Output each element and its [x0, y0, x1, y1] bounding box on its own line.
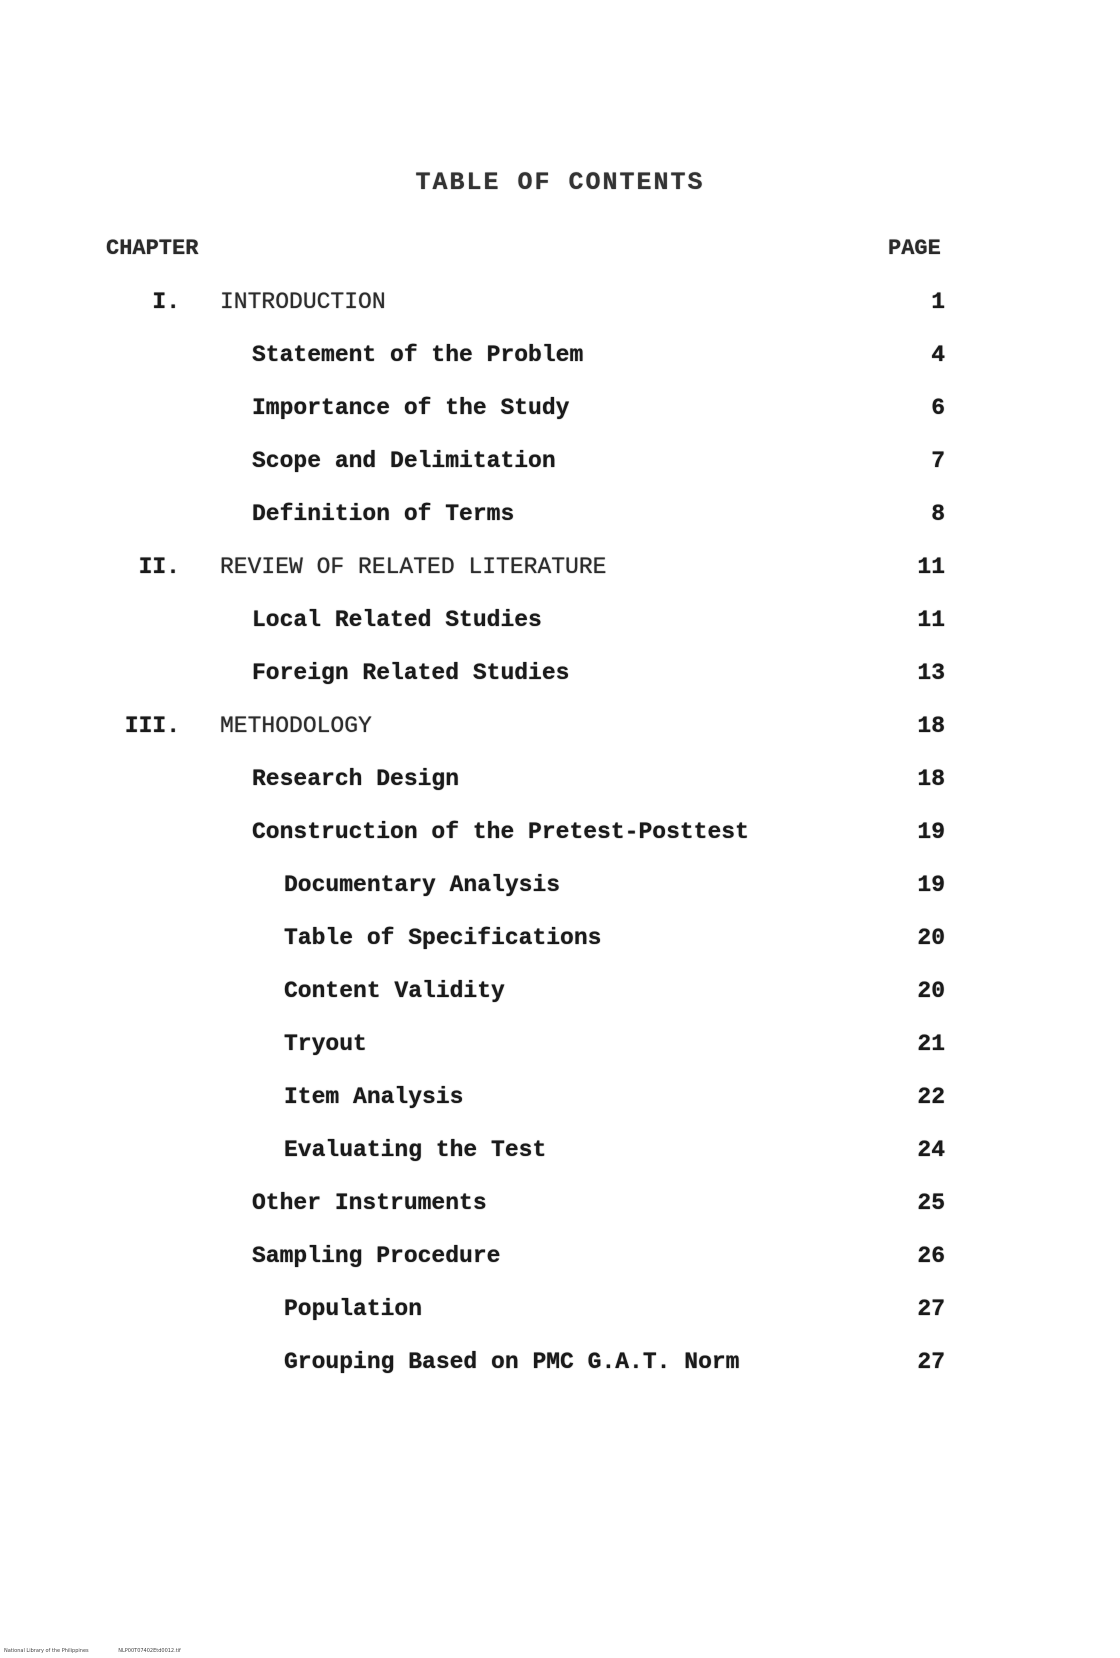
toc-entry-label: Research Design: [252, 766, 460, 792]
toc-entry-row: [0, 866, 1120, 919]
toc-page-number: 27: [917, 1349, 945, 1375]
toc-page-number: 11: [917, 607, 945, 633]
toc-entry-label: Item Analysis: [284, 1084, 464, 1110]
toc-entry-row: [0, 601, 1120, 654]
toc-chapter-row: [0, 548, 1120, 601]
toc-entry-row: [0, 336, 1120, 389]
toc-entry-label: Other Instruments: [252, 1190, 487, 1216]
toc-page-number: 20: [917, 978, 945, 1004]
toc-entry-row: [0, 1131, 1120, 1184]
toc-page-number: 21: [917, 1031, 945, 1057]
toc-entry-row: [0, 813, 1120, 866]
toc-chapter-row: [0, 707, 1120, 760]
toc-chapter-row: [0, 283, 1120, 336]
toc-page-number: 19: [917, 819, 945, 845]
toc-page-number: 8: [931, 501, 945, 527]
toc-page-number: 25: [917, 1190, 945, 1216]
toc-page-number: 1: [931, 289, 945, 315]
toc-page-number: 11: [917, 554, 945, 580]
footer-file: NLP00T07402Etd0012.tif: [118, 1648, 181, 1654]
toc-page-number: 24: [917, 1137, 945, 1163]
footer-source: National Library of the Philippines: [4, 1648, 89, 1654]
toc-page-number: 6: [931, 395, 945, 421]
toc-entry-label: Content Validity: [284, 978, 505, 1004]
toc-entry-row: [0, 654, 1120, 707]
toc-entry-row: [0, 495, 1120, 548]
toc-entry-row: [0, 1290, 1120, 1343]
toc-page-number: 18: [917, 766, 945, 792]
toc-entry-label: Grouping Based on PMC G.A.T. Norm: [284, 1349, 740, 1375]
chapter-column-header: CHAPTER: [106, 236, 199, 261]
toc-entry-label: Population: [284, 1296, 423, 1322]
toc-entry-row: [0, 1025, 1120, 1078]
chapter-number: II.: [138, 554, 180, 580]
chapter-number: III.: [124, 713, 180, 739]
toc-entry-row: [0, 1184, 1120, 1237]
toc-entry-label: Foreign Related Studies: [252, 660, 570, 686]
toc-page-number: 20: [917, 925, 945, 951]
toc-entry-label: Evaluating the Test: [284, 1137, 547, 1163]
toc-page-number: 18: [917, 713, 945, 739]
toc-entry-label: INTRODUCTION: [220, 289, 386, 315]
table-of-contents: [0, 283, 1120, 1396]
toc-entry-label: REVIEW OF RELATED LITERATURE: [220, 554, 607, 580]
toc-page-number: 4: [931, 342, 945, 368]
toc-page-number: 7: [931, 448, 945, 474]
toc-page-number: 22: [917, 1084, 945, 1110]
toc-entry-row: [0, 1343, 1120, 1396]
toc-entry-row: [0, 442, 1120, 495]
toc-entry-label: Table of Specifications: [284, 925, 602, 951]
toc-page-number: 26: [917, 1243, 945, 1269]
toc-entry-label: Tryout: [284, 1031, 367, 1057]
toc-entry-row: [0, 389, 1120, 442]
toc-entry-label: METHODOLOGY: [220, 713, 372, 739]
toc-entry-label: Documentary Analysis: [284, 872, 561, 898]
toc-page-number: 13: [917, 660, 945, 686]
toc-entry-label: Scope and Delimitation: [252, 448, 556, 474]
toc-entry-row: [0, 760, 1120, 813]
toc-entry-label: Sampling Procedure: [252, 1243, 501, 1269]
chapter-number: I.: [152, 289, 180, 315]
toc-entry-label: Definition of Terms: [252, 501, 515, 527]
toc-page-number: 19: [917, 872, 945, 898]
toc-entry-label: Statement of the Problem: [252, 342, 584, 368]
toc-entry-row: [0, 1078, 1120, 1131]
toc-entry-row: [0, 972, 1120, 1025]
page-title: TABLE OF CONTENTS: [415, 168, 705, 197]
toc-entry-label: Construction of the Pretest-Posttest: [252, 819, 749, 845]
page-column-header: PAGE: [888, 236, 941, 261]
toc-entry-label: Importance of the Study: [252, 395, 570, 421]
toc-entry-row: [0, 1237, 1120, 1290]
toc-entry-label: Local Related Studies: [252, 607, 542, 633]
toc-entry-row: [0, 919, 1120, 972]
scan-footer: [4, 1648, 209, 1654]
toc-page-number: 27: [917, 1296, 945, 1322]
